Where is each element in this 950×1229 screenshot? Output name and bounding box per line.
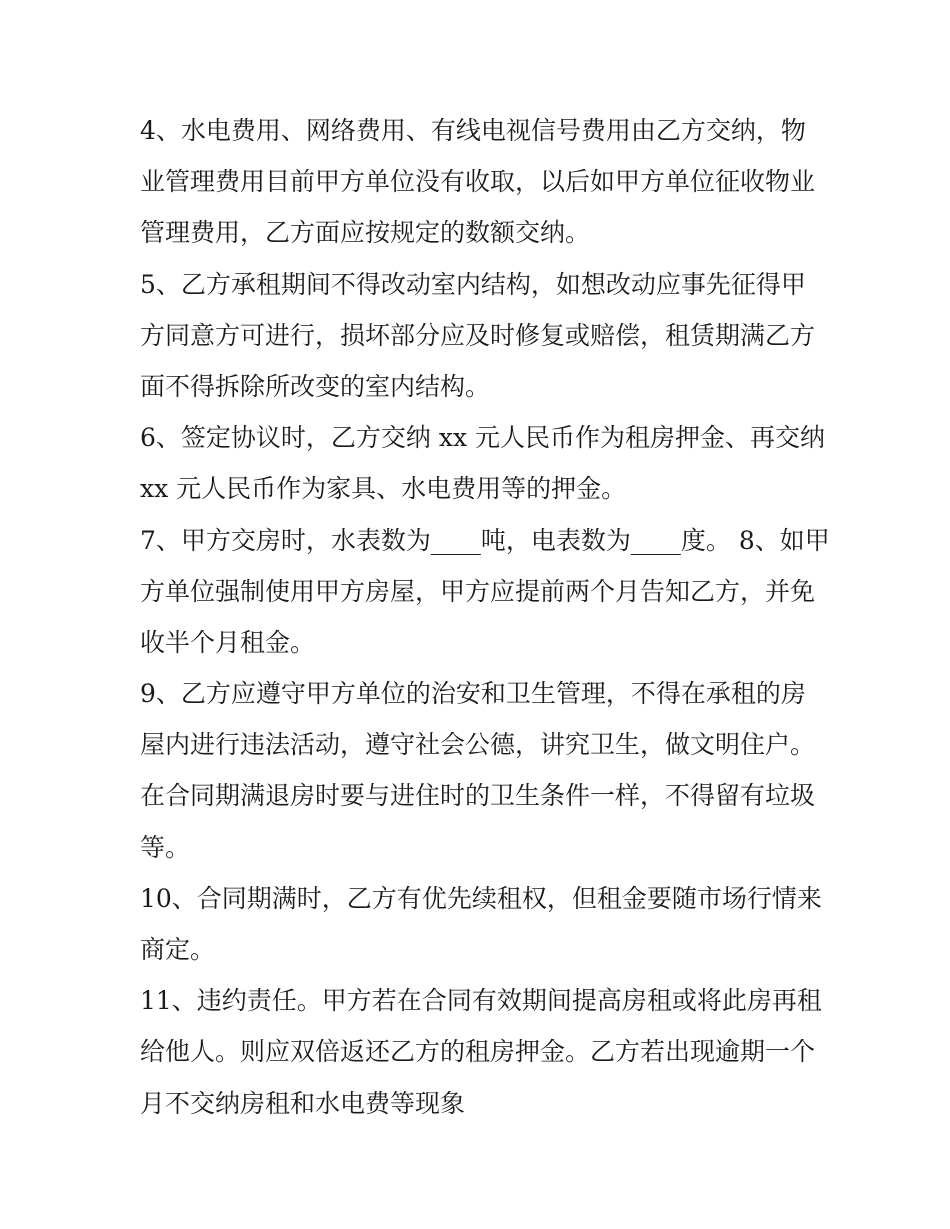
text-line: 给他人。则应双倍返还乙方的租房押金。乙方若出现逾期一个 — [140, 1037, 816, 1067]
text-line: 5、乙方承租期间不得改动室内结构，如想改动应事先征得甲 — [140, 269, 806, 299]
document-body — [140, 105, 830, 1129]
text-line: 6、签定协议时，乙方交纳 xx 元人民币作为租房押金、再交纳 — [140, 423, 825, 453]
text-line: 11、违约责任。甲方若在合同有效期间提高房租或将此房再租 — [140, 986, 822, 1016]
text-line: 等。 — [140, 832, 191, 862]
text-line: 商定。 — [140, 935, 216, 964]
text-line: 方单位强制使用甲方房屋，甲方应提前两个月告知乙方，并免 — [140, 576, 816, 606]
text-line: 9、乙方应遵守甲方单位的治安和卫生管理，不得在承租的房 — [140, 679, 806, 709]
text-line: 月不交纳房租和水电费等现象 — [140, 1088, 466, 1118]
text-line: 业管理费用目前甲方单位没有收取，以后如甲方单位征收物业 — [140, 167, 816, 197]
text-line: 10、合同期满时，乙方有优先续租权，但租金要随市场行情来 — [140, 883, 822, 913]
text-line: 方同意方可进行，损坏部分应及时修复或赔偿，租赁期满乙方 — [140, 320, 816, 350]
text-line: 面不得拆除所改变的室内结构。 — [140, 371, 491, 401]
text-line: xx 元人民币作为家具、水电费用等的押金。 — [140, 474, 627, 504]
text-line: 收半个月租金。 — [140, 627, 316, 657]
text-line: 4、水电费用、网络费用、有线电视信号费用由乙方交纳，物 — [140, 116, 806, 145]
text-line: 在合同期满退房时要与进住时的卫生条件一样，不得留有垃圾 — [140, 781, 816, 811]
text-line: 屋内进行违法活动，遵守社会公德，讲究卫生，做文明住户。 — [140, 730, 816, 760]
text-line: 管理费用，乙方面应按规定的数额交纳。 — [140, 218, 591, 248]
text-line: 7、甲方交房时，水表数为____吨，电表数为____度。 8、如甲 — [140, 525, 830, 555]
